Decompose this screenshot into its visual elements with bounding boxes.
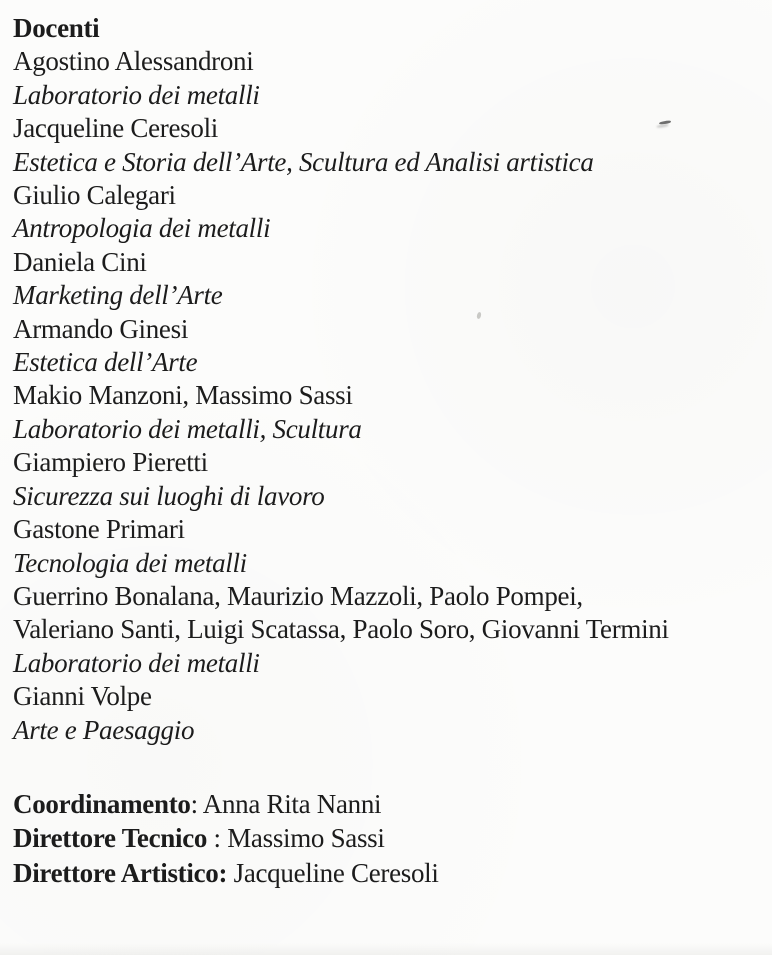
teacher-name: Giulio Calegari: [13, 180, 176, 211]
staff-role-label: Direttore Tecnico: [13, 823, 208, 854]
staff-person-name: Jacqueline Ceresoli: [233, 857, 439, 888]
teacher-name: Gianni Volpe: [13, 681, 152, 712]
teacher-name: Gastone Primari: [13, 514, 185, 545]
teacher-name: Agostino Alessandroni: [13, 46, 254, 77]
scan-edge-shadow: [0, 943, 772, 955]
staff-block: [13, 787, 762, 891]
staff-separator: :: [207, 823, 228, 854]
course-title: Estetica dell’Arte: [13, 347, 198, 378]
staff-person-name: Massimo Sassi: [227, 823, 385, 854]
document-heading: Docenti: [13, 13, 100, 43]
teacher-name: Makio Manzoni, Massimo Sassi: [13, 380, 353, 411]
teacher-name: Valeriano Santi, Luigi Scatassa, Paolo Soro, Giovanni Termini: [13, 614, 669, 645]
course-title: Tecnologia dei metalli: [13, 547, 247, 578]
teacher-name: Armando Ginesi: [13, 313, 189, 344]
course-title: Estetica e Storia dell’Arte, Scultura ed Analisi artistica: [13, 146, 594, 177]
teacher-name: Giampiero Pieretti: [13, 447, 208, 478]
staff-line-direttore-artistico: [13, 856, 762, 891]
course-title: Laboratorio dei metalli: [13, 647, 260, 678]
staff-role-label: Direttore Artistico:: [13, 857, 228, 888]
course-title: Laboratorio dei metalli, Scultura: [13, 413, 362, 444]
teacher-name: Guerrino Bonalana, Maurizio Mazzoli, Paolo Pompei,: [13, 580, 583, 611]
staff-separator: :: [190, 788, 203, 819]
course-title: Antropologia dei metalli: [13, 213, 271, 244]
scanned-document-page: [13, 12, 762, 890]
staff-person-name: Anna Rita Nanni: [202, 788, 382, 819]
teacher-name: Daniela Cini: [13, 246, 147, 277]
teacher-name: Jacqueline Ceresoli: [13, 113, 218, 144]
staff-line-direttore-tecnico: [13, 821, 762, 856]
course-title: Arte e Paesaggio: [13, 714, 195, 745]
course-title: Marketing dell’Arte: [13, 280, 223, 311]
staff-role-label: Coordinamento: [13, 788, 191, 819]
course-title: Sicurezza sui luoghi di lavoro: [13, 480, 325, 511]
course-title: Laboratorio dei metalli: [13, 79, 260, 110]
staff-line-coordinamento: [13, 787, 762, 822]
